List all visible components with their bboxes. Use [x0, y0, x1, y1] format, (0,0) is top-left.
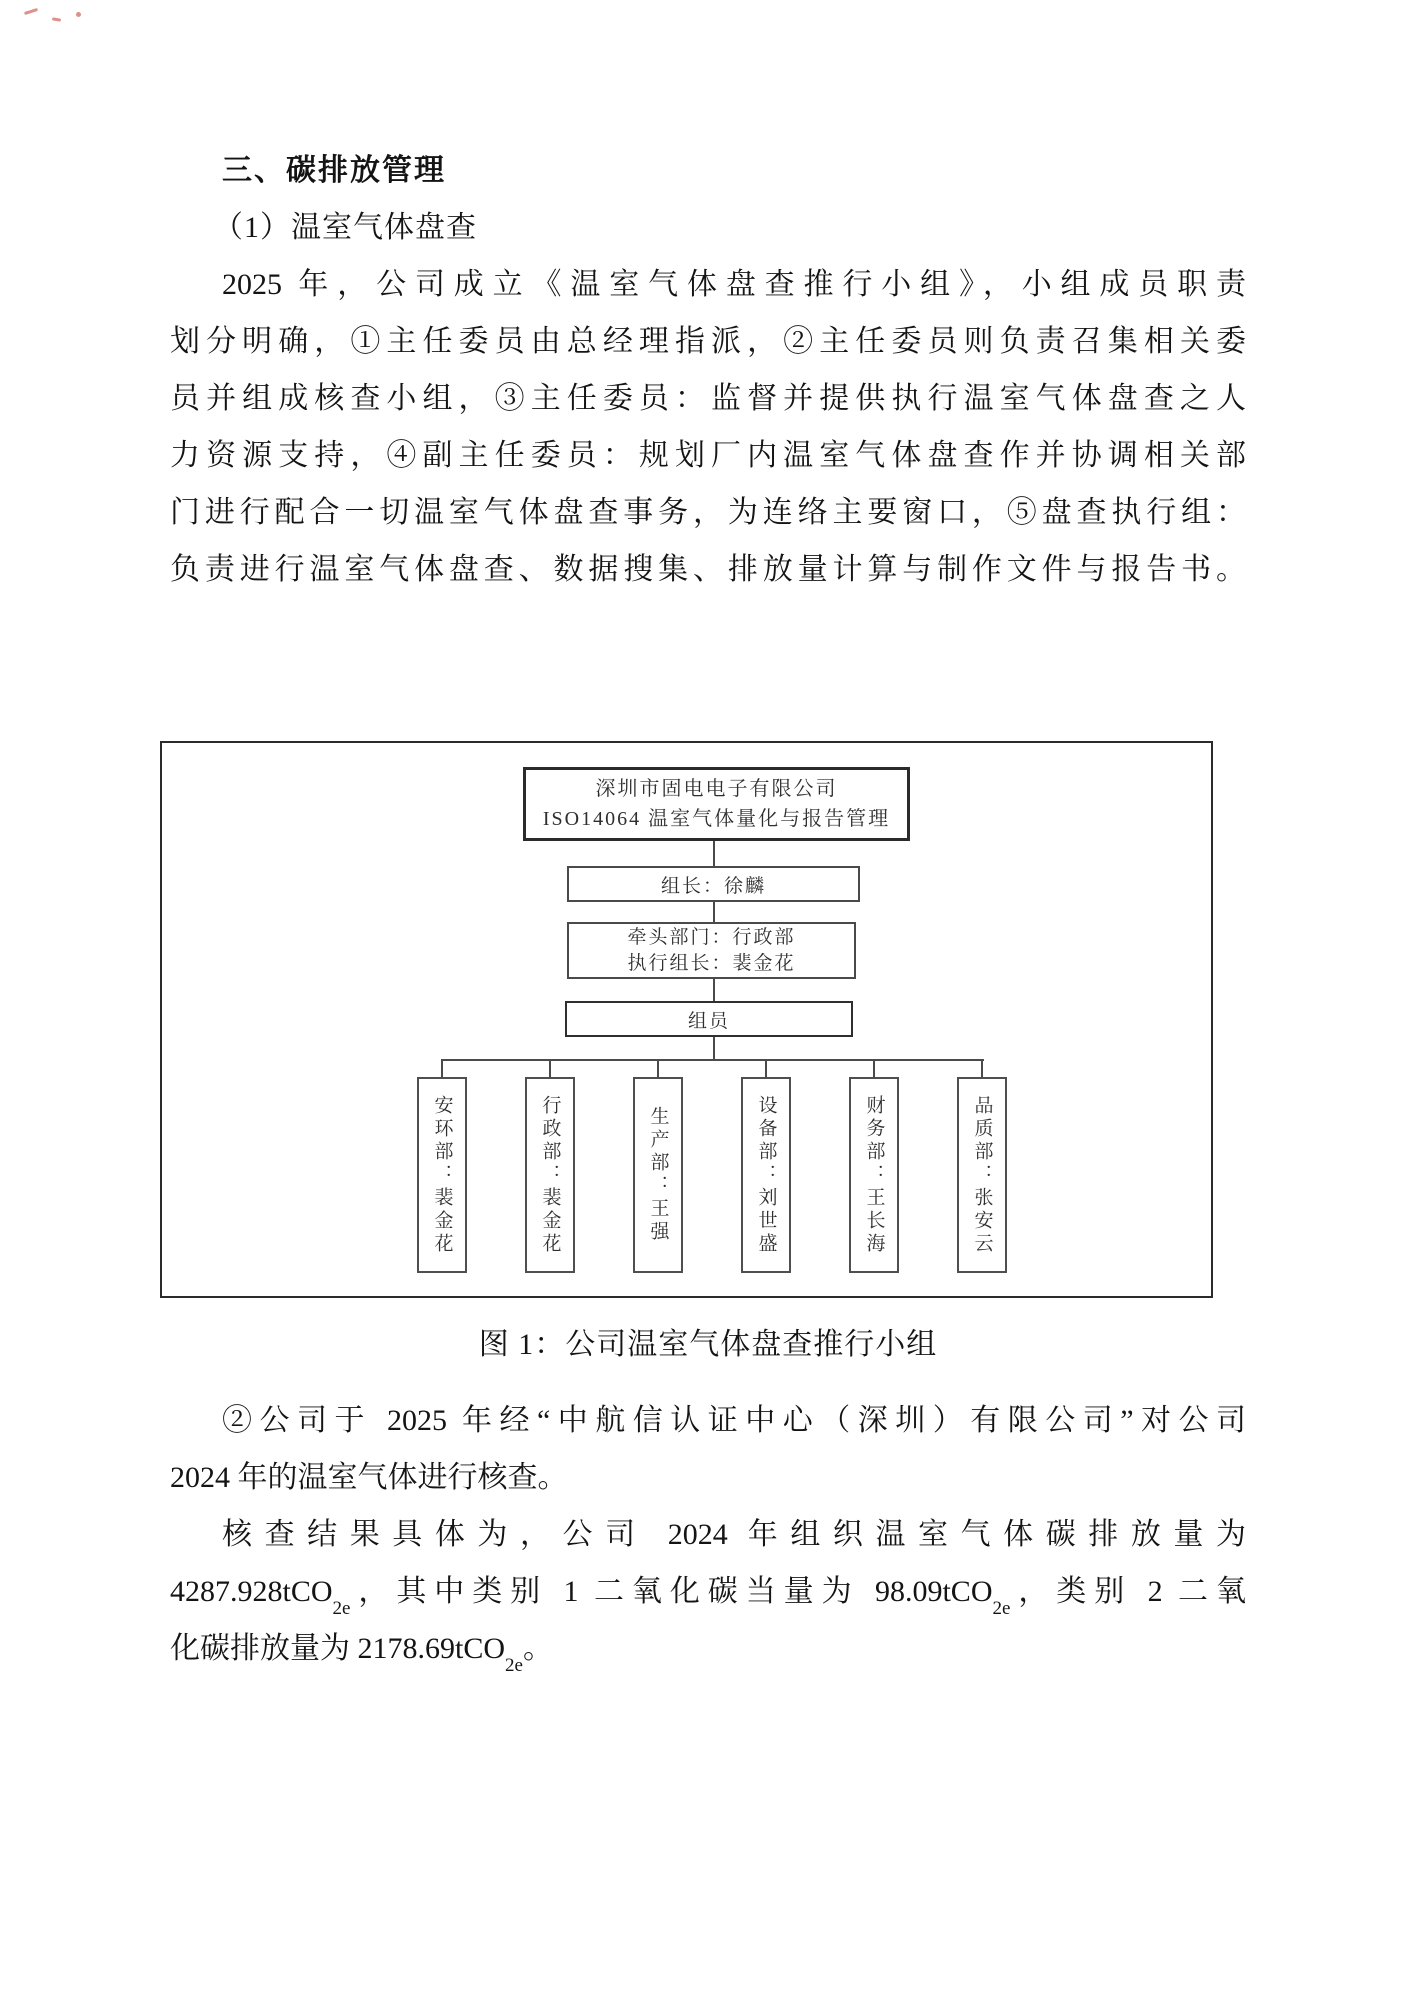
connector-line — [441, 1059, 984, 1061]
org-node-lead-dept-line1: 牵头部门：行政部 — [627, 926, 796, 948]
text-segment: 4287.928tCO — [170, 1575, 333, 1608]
org-node-leader-label: 组长：徐麟 — [660, 875, 766, 897]
connector-line — [981, 1061, 983, 1077]
connector-line — [873, 1061, 875, 1077]
paragraph-line: 员并组成核查小组，③主任委员：监督并提供执行温室气体盘查之人 — [170, 382, 1246, 415]
figure-1-org-chart — [160, 741, 1213, 1298]
org-node-members — [565, 1001, 853, 1037]
subscript: 2e — [332, 1598, 351, 1619]
subsection-title: （1）温室气体盘查 — [213, 211, 477, 244]
org-node-member-label: 财务部：王长海 — [863, 1094, 885, 1256]
paragraph-line: 划分明确，①主任委员由总经理指派，②主任委员则负责召集相关委 — [170, 325, 1246, 358]
paragraph-2-and-3 — [170, 1392, 1246, 1677]
org-node-member-shengchan — [633, 1077, 683, 1273]
paragraph-line: 门进行配合一切温室气体盘查事务，为连络主要窗口，⑤盘查执行组： — [170, 496, 1246, 529]
text-segment: ，类别 2 二氧 — [1010, 1575, 1246, 1608]
org-node-company-line2: ISO14064 温室气体量化与报告管理 — [542, 808, 891, 830]
org-node-member-anhuan — [417, 1077, 467, 1273]
section-title: 三、碳排放管理 — [222, 154, 446, 187]
org-node-member-label: 安环部：裴金花 — [431, 1094, 453, 1256]
org-node-member-caiwu — [849, 1077, 899, 1273]
org-node-member-shebei — [741, 1077, 791, 1273]
paragraph-line: ②公司于 2025 年经“中航信认证中心（深圳）有限公司”对公司 — [222, 1404, 1246, 1437]
text-segment: 化碳排放量为 2178.69tCO — [170, 1632, 506, 1665]
paragraph-1 — [170, 256, 1246, 598]
connector-line — [441, 1061, 443, 1077]
paragraph-line: 2025 年，公司成立《温室气体盘查推行小组》，小组成员职责 — [222, 268, 1246, 301]
connector-line — [713, 1037, 715, 1061]
connector-line — [713, 841, 715, 866]
paragraph-line: 负责进行温室气体盘查、数据搜集、排放量计算与制作文件与报告书。 — [170, 553, 1246, 586]
org-node-member-xingzheng — [525, 1077, 575, 1273]
org-node-members-label: 组员 — [687, 1010, 730, 1032]
subscript: 2e — [992, 1598, 1011, 1619]
connector-line — [713, 902, 715, 922]
paragraph-line: 力资源支持，④副主任委员：规划厂内温室气体盘查作并协调相关部 — [170, 439, 1246, 472]
org-node-lead-dept-line2: 执行组长：裴金花 — [627, 952, 796, 974]
subscript: 2e — [505, 1655, 523, 1676]
org-node-member-pinzhi — [957, 1077, 1007, 1273]
paragraph-line — [170, 1620, 1246, 1677]
text-segment: ，其中类别 1 二氧化碳当量为 98.09tCO — [350, 1575, 993, 1608]
org-node-lead-dept — [567, 922, 856, 979]
org-node-member-label: 设备部：刘世盛 — [755, 1094, 777, 1256]
org-node-member-label: 生产部：王强 — [647, 1106, 669, 1244]
connector-line — [765, 1061, 767, 1077]
connector-line — [657, 1061, 659, 1077]
scan-artifact — [18, 6, 108, 36]
paragraph-line: 2024 年的温室气体进行核查。 — [170, 1461, 568, 1494]
org-node-leader — [567, 866, 860, 902]
org-node-company-line1: 深圳市固电电子有限公司 — [595, 778, 838, 800]
text-segment: 。 — [522, 1632, 553, 1665]
figure-1-caption: 图 1：公司温室气体盘查推行小组 — [478, 1328, 938, 1361]
org-node-company — [523, 767, 910, 841]
paragraph-line: 核查结果具体为，公司 2024 年组织温室气体碳排放量为 — [222, 1518, 1246, 1551]
org-node-member-label: 行政部：裴金花 — [539, 1094, 561, 1256]
paragraph-line — [170, 1563, 1246, 1620]
org-node-member-label: 品质部：张安云 — [971, 1094, 993, 1256]
connector-line — [549, 1061, 551, 1077]
connector-line — [713, 979, 715, 1001]
